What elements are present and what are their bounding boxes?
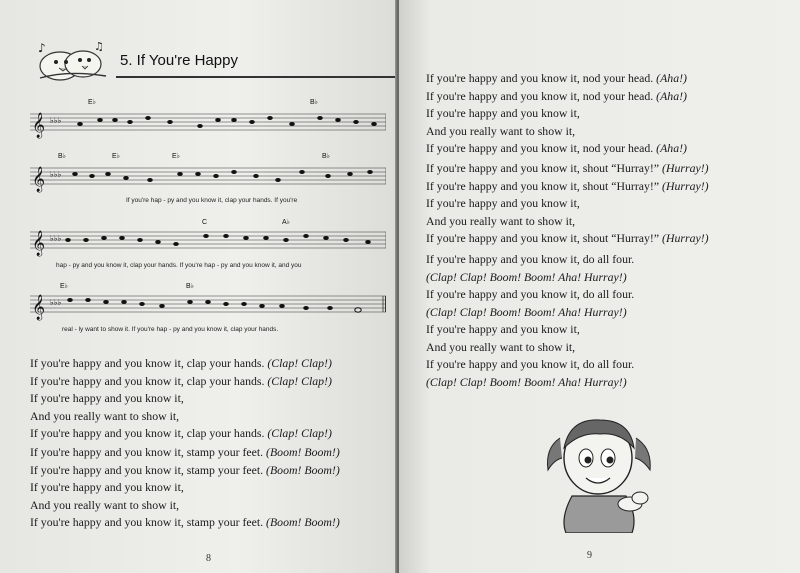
verse-line: If you're happy and you know it, do all four. [426,357,635,371]
svg-text:♭♭♭: ♭♭♭ [50,170,62,179]
svg-text:𝄞: 𝄞 [32,295,46,320]
left-page [0,0,397,573]
svg-text:♭♭♭: ♭♭♭ [50,234,62,243]
verse-line: If you're happy and you know it, clap your hands. (Clap! Clap!) [30,426,332,440]
verse-line: (Clap! Clap! Boom! Boom! Aha! Hurray!) [426,374,627,389]
chord-symbol: E♭ [172,153,180,160]
chord-symbol: E♭ [88,99,96,106]
chord-symbol: B♭ [322,153,330,160]
verse-line: If you're happy and you know it, [426,106,580,120]
verse-line: If you're happy and you know it, [426,196,580,210]
chord-symbol: A♭ [282,219,290,226]
verse-all-four [426,251,634,391]
verse-line: And you really want to show it, [30,408,180,423]
verse-line: And you really want to show it, [426,339,576,354]
svg-text:♪: ♪ [38,41,46,55]
song-header [28,40,388,84]
chord-symbol: B♭ [186,283,194,290]
svg-text:𝄞: 𝄞 [32,167,46,192]
verse-shout [426,160,709,248]
verse-line: If you're happy and you know it, shout “Hurray!” (Hurray!) [426,231,709,245]
svg-text:♫: ♫ [94,40,104,53]
verse-line: If you're happy and you know it, clap your hands. (Clap! Clap!) [30,356,332,370]
verse-nod [426,70,687,158]
verse-line: And you really want to show it, [30,497,180,512]
verse-line: If you're happy and you know it, [30,480,184,494]
lyric-line-1: If you're hap - py and you know it, clap your hands. If you're [126,197,298,204]
music-staff-2 [30,150,386,194]
verse-line: If you're happy and you know it, stamp your feet. (Boom! Boom!) [30,462,340,477]
verse-line: If you're happy and you know it, clap your hands. (Clap! Clap!) [30,373,332,388]
verse-line: If you're happy and you know it, nod your head. (Aha!) [426,71,687,85]
music-staff-3 [30,214,386,258]
verse-clap [30,355,332,443]
chord-symbol: C [202,219,208,226]
girl-illustration [540,408,660,533]
verse-line: If you're happy and you know it, nod your head. (Aha!) [426,88,687,103]
verse-line: If you're happy and you know it, [30,391,184,405]
chord-symbol: B♭ [310,99,318,106]
verse-line: (Clap! Clap! Boom! Boom! Aha! Hurray!) [426,269,627,284]
verse-line: If you're happy and you know it, stamp your feet. (Boom! Boom!) [30,515,340,529]
title-underline [116,76,397,78]
chord-symbol: B♭ [58,153,66,160]
verse-line: If you're happy and you know it, shout “Hurray!” (Hurray!) [426,178,709,193]
chord-symbol: E♭ [60,283,68,290]
svg-text:𝄞: 𝄞 [32,231,46,256]
verse-line: And you really want to show it, [426,123,576,138]
music-staff-4 [30,278,386,322]
page-number-left: 8 [206,553,211,564]
svg-text:♭♭♭: ♭♭♭ [50,116,62,125]
music-staff-1 [30,96,386,140]
svg-text:♭♭♭: ♭♭♭ [50,298,62,307]
verse-line: If you're happy and you know it, [426,322,580,336]
lyric-line-2: hap - py and you know it, clap your hands. If you're hap - py and you know it, and you [56,262,302,269]
chick-mascot-icon [28,40,118,82]
lyric-line-3: real - ly want to show it. If you're hap - py and you know it, clap your hands. [62,326,279,333]
svg-text:𝄞: 𝄞 [32,113,46,138]
verse-line: If you're happy and you know it, stamp your feet. (Boom! Boom!) [30,445,340,459]
verse-stamp [30,444,340,532]
verse-line: If you're happy and you know it, shout “Hurray!” (Hurray!) [426,161,709,175]
song-title: 5. If You're Happy [120,52,238,69]
verse-line: And you really want to show it, [426,213,576,228]
verse-line: If you're happy and you know it, nod your head. (Aha!) [426,141,687,155]
chord-symbol: E♭ [112,153,120,160]
verse-line: If you're happy and you know it, do all four. [426,287,635,301]
verse-line: (Clap! Clap! Boom! Boom! Aha! Hurray!) [426,304,627,319]
verse-line: If you're happy and you know it, do all four. [426,252,635,266]
page-number-right: 9 [587,550,592,561]
